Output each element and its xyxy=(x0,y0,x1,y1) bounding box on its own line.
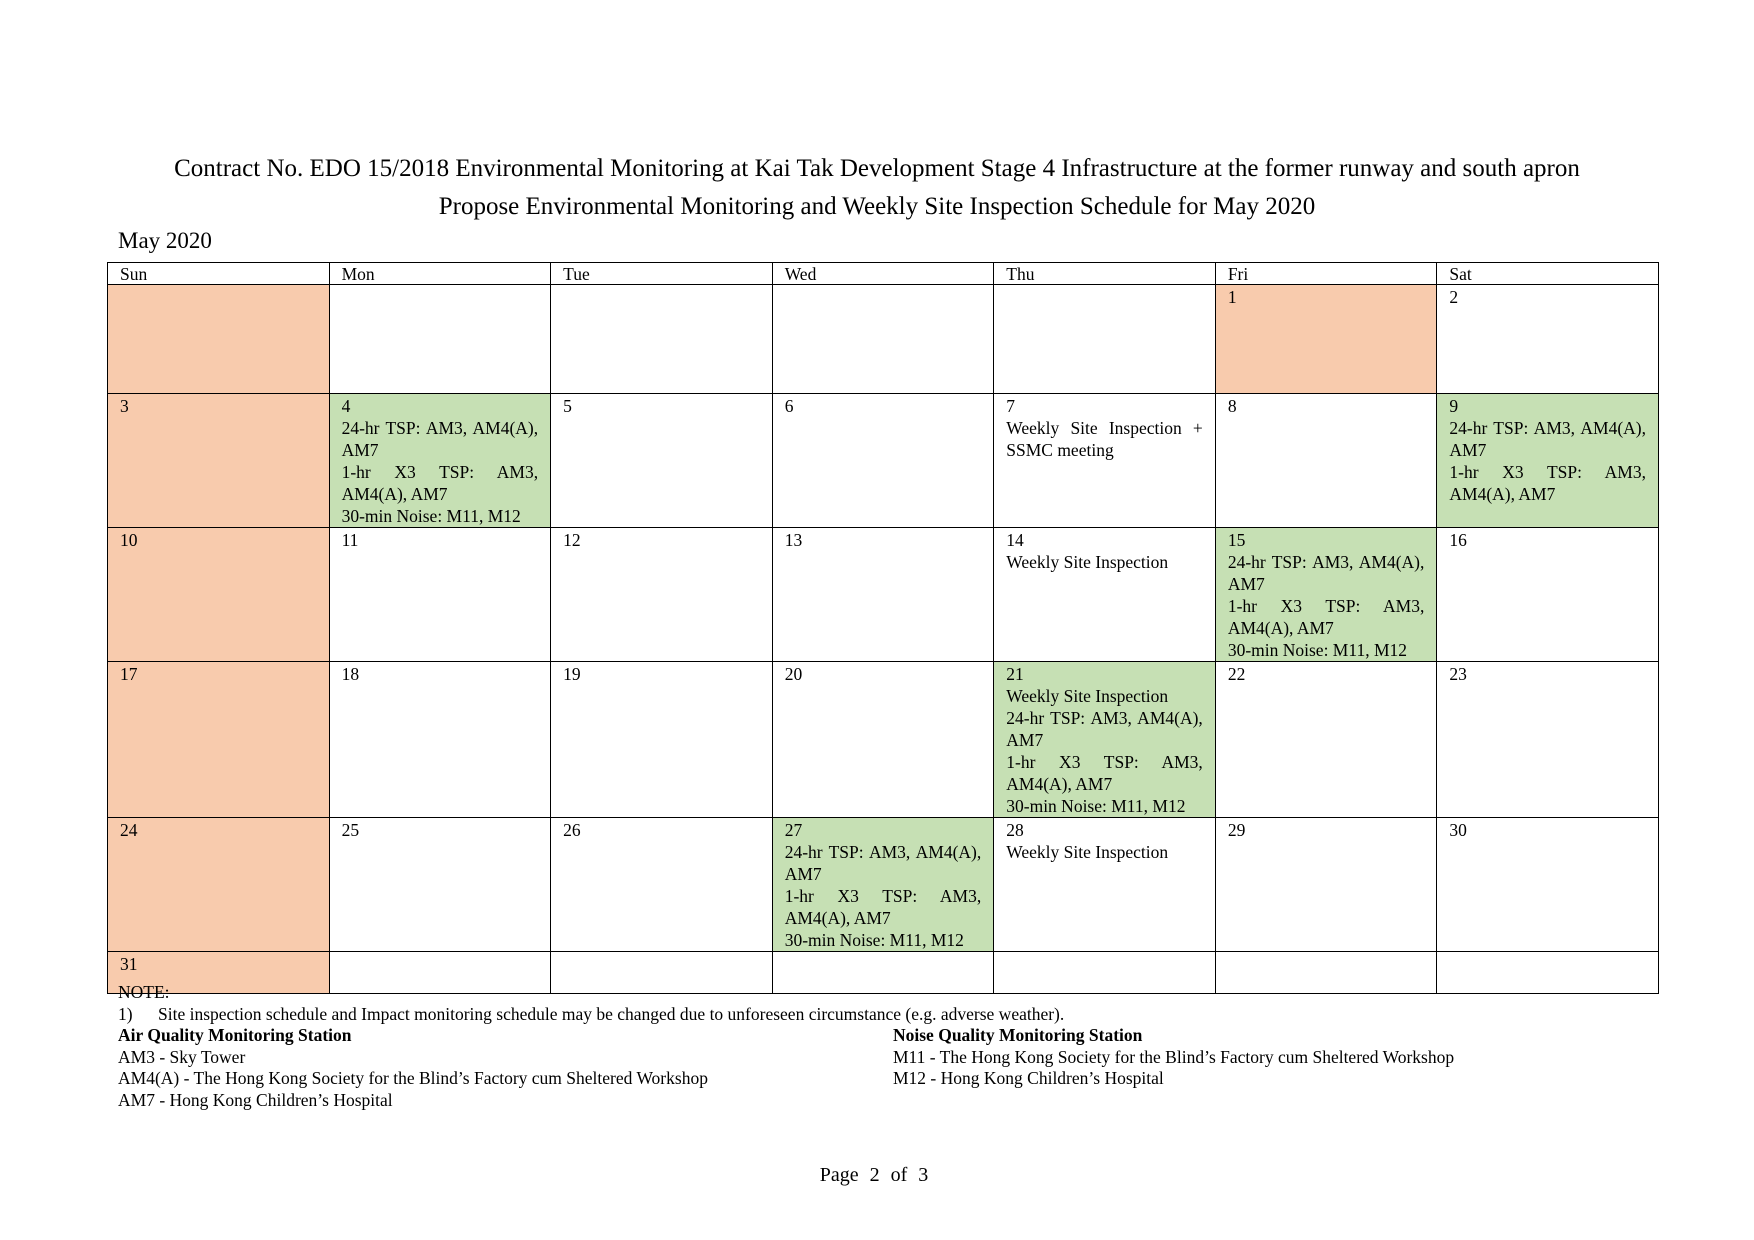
day-number: 19 xyxy=(563,664,581,684)
day-number: 2 xyxy=(1449,287,1459,307)
day-cell xyxy=(772,394,994,528)
day-number: 10 xyxy=(120,530,138,550)
day-number: 12 xyxy=(563,530,581,550)
week-row xyxy=(108,285,1659,394)
day-number: 22 xyxy=(1227,664,1246,684)
schedule-entry: Weekly Site Inspection + SSMC meeting xyxy=(1006,418,1203,460)
schedule-entry: Weekly Site Inspection xyxy=(1006,686,1169,706)
day-cell xyxy=(1437,394,1659,528)
schedule-entry: 24-hr TSP: AM3, AM4(A), AM7 xyxy=(1227,552,1425,594)
day-cell xyxy=(551,285,773,394)
schedule-entry: 1-hr X3 TSP: AM3, AM4(A), AM7 xyxy=(1227,596,1425,638)
day-cell xyxy=(1215,528,1437,662)
day-number: 6 xyxy=(784,396,794,416)
schedule-entry: 1-hr X3 TSP: AM3, AM4(A), AM7 xyxy=(784,886,982,928)
schedule-entry: 1-hr X3 TSP: AM3, AM4(A), AM7 xyxy=(1449,462,1646,504)
noise-stations-section xyxy=(893,1025,1454,1090)
day-cell xyxy=(1215,394,1437,528)
weekday-header: Fri xyxy=(1215,263,1437,285)
weekday-header: Thu xyxy=(994,263,1216,285)
weekday-header-row xyxy=(108,263,1659,285)
page-word: Page xyxy=(819,1164,859,1186)
of-word: of xyxy=(890,1164,908,1186)
schedule-entry: Weekly Site Inspection xyxy=(1006,552,1169,572)
page-current: 2 xyxy=(869,1164,880,1186)
schedule-entry: 30-min Noise: M11, M12 xyxy=(341,506,521,526)
day-number: 4 xyxy=(341,396,351,416)
day-cell xyxy=(1437,528,1659,662)
notes-heading: NOTE: xyxy=(118,982,170,1002)
day-cell xyxy=(994,818,1216,952)
schedule-entry: 24-hr TSP: AM3, AM4(A), AM7 xyxy=(784,842,982,884)
day-number: 13 xyxy=(784,530,803,550)
day-number: 1 xyxy=(1227,287,1237,307)
day-cell xyxy=(1437,662,1659,818)
day-cell xyxy=(772,528,994,662)
air-quality-heading: Air Quality Monitoring Station xyxy=(118,1025,352,1045)
day-number: 5 xyxy=(563,396,572,416)
schedule-entry: 24-hr TSP: AM3, AM4(A), AM7 xyxy=(1449,418,1646,460)
noise-station: M11 - The Hong Kong Society for the Blind’s Factory cum Sheltered Workshop xyxy=(893,1046,1455,1067)
day-cell xyxy=(551,394,773,528)
day-number: 29 xyxy=(1227,820,1246,840)
note-text: Site inspection schedule and Impact monitoring schedule may be changed due to unforeseen circumstance (e.g. adverse weather). xyxy=(158,1003,1065,1024)
day-cell xyxy=(551,662,773,818)
day-number: 30 xyxy=(1449,820,1467,840)
day-cell xyxy=(994,662,1216,818)
day-cell xyxy=(108,818,330,952)
schedule-entry: 30-min Noise: M11, M12 xyxy=(1006,796,1186,816)
day-number: 28 xyxy=(1006,820,1024,840)
day-cell xyxy=(1437,952,1659,994)
day-cell xyxy=(329,818,551,952)
day-number: 8 xyxy=(1227,396,1237,416)
day-number: 20 xyxy=(784,664,803,684)
day-cell xyxy=(551,818,773,952)
day-cell xyxy=(1215,818,1437,952)
day-cell xyxy=(772,818,994,952)
schedule-entry: 1-hr X3 TSP: AM3, AM4(A), AM7 xyxy=(1006,752,1203,794)
day-number: 24 xyxy=(120,820,138,840)
day-cell xyxy=(329,394,551,528)
day-number: 27 xyxy=(784,820,803,840)
air-station: AM3 - Sky Tower xyxy=(118,1046,246,1067)
day-cell xyxy=(994,394,1216,528)
weekday-header: Tue xyxy=(551,263,773,285)
schedule-entry: 30-min Noise: M11, M12 xyxy=(784,930,964,950)
day-cell xyxy=(329,528,551,662)
weekday-header: Sat xyxy=(1437,263,1659,285)
schedule-entry: 24-hr TSP: AM3, AM4(A), AM7 xyxy=(1006,708,1203,750)
day-number: 23 xyxy=(1449,664,1467,684)
day-cell xyxy=(329,285,551,394)
air-station: AM4(A) - The Hong Kong Society for the Blind’s Factory cum Sheltered Workshop xyxy=(118,1068,708,1088)
day-number: 21 xyxy=(1006,664,1024,684)
day-number: 11 xyxy=(341,530,359,550)
day-cell xyxy=(1215,662,1437,818)
weekday-header: Mon xyxy=(329,263,551,285)
week-row xyxy=(108,662,1659,818)
day-cell xyxy=(994,528,1216,662)
day-cell xyxy=(108,528,330,662)
day-cell xyxy=(108,662,330,818)
air-station: AM7 - Hong Kong Children’s Hospital xyxy=(118,1089,393,1110)
day-cell xyxy=(772,662,994,818)
day-cell xyxy=(108,285,330,394)
title-line-2: Propose Environmental Monitoring and Weekly Site Inspection Schedule for May 2020 xyxy=(438,193,1316,220)
weekday-header: Wed xyxy=(772,263,994,285)
schedule-entry: Weekly Site Inspection xyxy=(1006,842,1169,862)
note-number: 1) xyxy=(118,1003,133,1024)
page-total: 3 xyxy=(918,1164,929,1186)
page-footer xyxy=(0,1164,1754,1187)
noise-station: M12 - Hong Kong Children’s Hospital xyxy=(893,1068,1164,1088)
day-cell xyxy=(1437,818,1659,952)
day-number: 9 xyxy=(1449,396,1459,416)
day-number: 17 xyxy=(120,664,138,684)
day-cell xyxy=(994,285,1216,394)
day-cell xyxy=(108,394,330,528)
day-number: 31 xyxy=(120,954,138,974)
day-cell xyxy=(1215,285,1437,394)
week-row xyxy=(108,818,1659,952)
weekday-header: Sun xyxy=(108,263,330,285)
day-number: 15 xyxy=(1227,530,1246,550)
week-row xyxy=(108,528,1659,662)
day-number: 26 xyxy=(563,820,581,840)
week-row xyxy=(108,394,1659,528)
day-cell xyxy=(1215,952,1437,994)
schedule-entry: 30-min Noise: M11, M12 xyxy=(1227,640,1408,660)
day-cell xyxy=(551,528,773,662)
day-number: 14 xyxy=(1006,530,1024,550)
note-item xyxy=(118,1004,1064,1026)
day-number: 25 xyxy=(341,820,360,840)
day-number: 7 xyxy=(1006,396,1015,416)
day-cell xyxy=(1437,285,1659,394)
day-cell xyxy=(329,662,551,818)
day-number: 3 xyxy=(120,396,129,416)
month-label: May 2020 xyxy=(118,228,212,253)
day-number: 18 xyxy=(341,664,360,684)
noise-quality-heading: Noise Quality Monitoring Station xyxy=(893,1025,1143,1045)
calendar-table xyxy=(107,262,1659,994)
title-line-1: Contract No. EDO 15/2018 Environmental Monitoring at Kai Tak Development Stage 4 Infrastructure at the former runway and south apron xyxy=(174,155,1580,182)
schedule-entry: 1-hr X3 TSP: AM3, AM4(A), AM7 xyxy=(341,462,539,504)
day-cell xyxy=(772,285,994,394)
document-title xyxy=(0,150,1754,226)
schedule-entry: 24-hr TSP: AM3, AM4(A), AM7 xyxy=(341,418,539,460)
day-number: 16 xyxy=(1449,530,1467,550)
